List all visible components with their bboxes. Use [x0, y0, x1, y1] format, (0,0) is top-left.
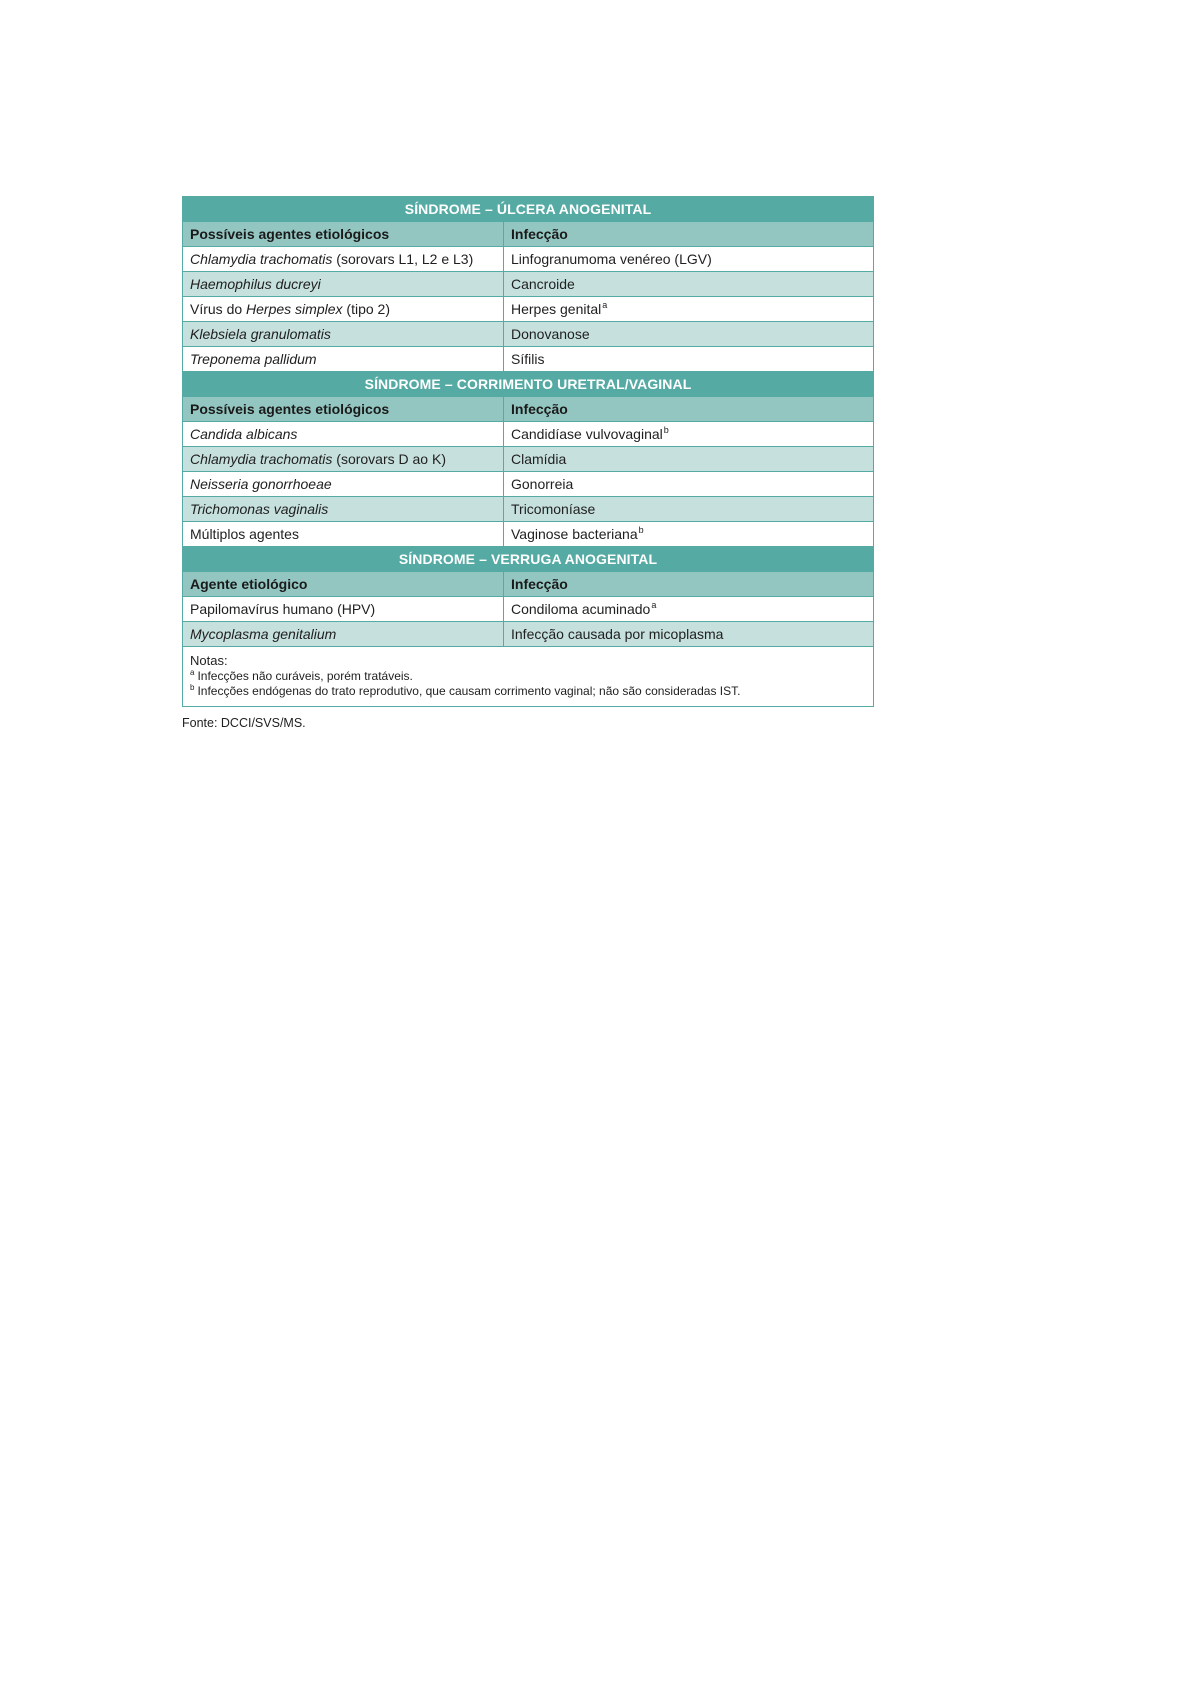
agent-cell: Treponema pallidum — [183, 347, 504, 372]
infection-cell: Clamídia — [504, 447, 874, 472]
table-figure — [182, 196, 873, 730]
table-row — [183, 272, 874, 297]
infection-cell: Candidíase vulvovaginal$^b$ — [504, 422, 874, 447]
notes-row — [183, 647, 874, 707]
agent-cell: Mycoplasma genitalium — [183, 622, 504, 647]
infection-cell: Gonorreia — [504, 472, 874, 497]
infection-cell: Tricomoníase — [504, 497, 874, 522]
column-header-agent: Agente etiológico — [183, 572, 504, 597]
footnote-mark: a — [190, 668, 195, 677]
table-row — [183, 347, 874, 372]
section-header-corrimento — [183, 372, 874, 397]
section-title: SÍNDROME – VERRUGA ANOGENITAL — [183, 547, 874, 572]
agent-cell: Chlamydia trachomatis (sorovars L1, L2 e L3) — [183, 247, 504, 272]
table-row — [183, 247, 874, 272]
table-row — [183, 322, 874, 347]
section-header-ulcera — [183, 197, 874, 222]
notes-cell — [183, 647, 874, 707]
infection-cell: Cancroide — [504, 272, 874, 297]
infection-cell: Donovanose — [504, 322, 874, 347]
section-title: SÍNDROME – CORRIMENTO URETRAL/VAGINAL — [183, 372, 874, 397]
infection-cell: Sífilis — [504, 347, 874, 372]
table-row — [183, 447, 874, 472]
column-header-infection: Infecção — [504, 222, 874, 247]
footnote-mark: b — [190, 683, 195, 692]
agent-cell: Klebsiela granulomatis — [183, 322, 504, 347]
column-header-agent: Possíveis agentes etiológicos — [183, 397, 504, 422]
footnote-mark: a — [651, 600, 657, 611]
infection-cell: Herpes genital$^a$ — [504, 297, 874, 322]
column-header-row — [183, 222, 874, 247]
column-header-row — [183, 572, 874, 597]
footnote-mark: a — [602, 300, 608, 311]
column-header-infection: Infecção — [504, 397, 874, 422]
notes-title: Notas: — [190, 653, 228, 668]
table-row — [183, 597, 874, 622]
agent-cell: Vírus do Herpes simplex (tipo 2) — [183, 297, 504, 322]
section-title: SÍNDROME – ÚLCERA ANOGENITAL — [183, 197, 874, 222]
infection-cell: Condiloma acuminado$^a$ — [504, 597, 874, 622]
section-header-verruga — [183, 547, 874, 572]
agent-cell: Haemophilus ducreyi — [183, 272, 504, 297]
source-caption: Fonte: DCCI/SVS/MS. — [182, 716, 306, 730]
infection-cell: Vaginose bacteriana$^b$ — [504, 522, 874, 547]
table-row — [183, 297, 874, 322]
infection-cell: Infecção causada por micoplasma — [504, 622, 874, 647]
footnote-mark: b — [663, 425, 669, 436]
ist-syndrome-table — [182, 196, 874, 707]
agent-cell: Papilomavírus humano (HPV) — [183, 597, 504, 622]
agent-cell: Chlamydia trachomatis (sorovars D ao K) — [183, 447, 504, 472]
agent-cell: Trichomonas vaginalis — [183, 497, 504, 522]
agent-cell: Candida albicans — [183, 422, 504, 447]
table-row — [183, 497, 874, 522]
agent-cell: Múltiplos agentes — [183, 522, 504, 547]
table-row — [183, 422, 874, 447]
table-row — [183, 622, 874, 647]
note-item: $^b$ Infecções endógenas do trato reprodutivo, que causam corrimento vaginal; não são consideradas IST. — [190, 683, 741, 698]
note-item: $^a$ Infecções não curáveis, porém tratáveis. — [190, 668, 413, 683]
column-header-agent: Possíveis agentes etiológicos — [183, 222, 504, 247]
column-header-infection: Infecção — [504, 572, 874, 597]
footnote-mark: b — [638, 525, 644, 536]
infection-cell: Linfogranumoma venéreo (LGV) — [504, 247, 874, 272]
table-row — [183, 522, 874, 547]
agent-cell: Neisseria gonorrhoeae — [183, 472, 504, 497]
column-header-row — [183, 397, 874, 422]
table-row — [183, 472, 874, 497]
